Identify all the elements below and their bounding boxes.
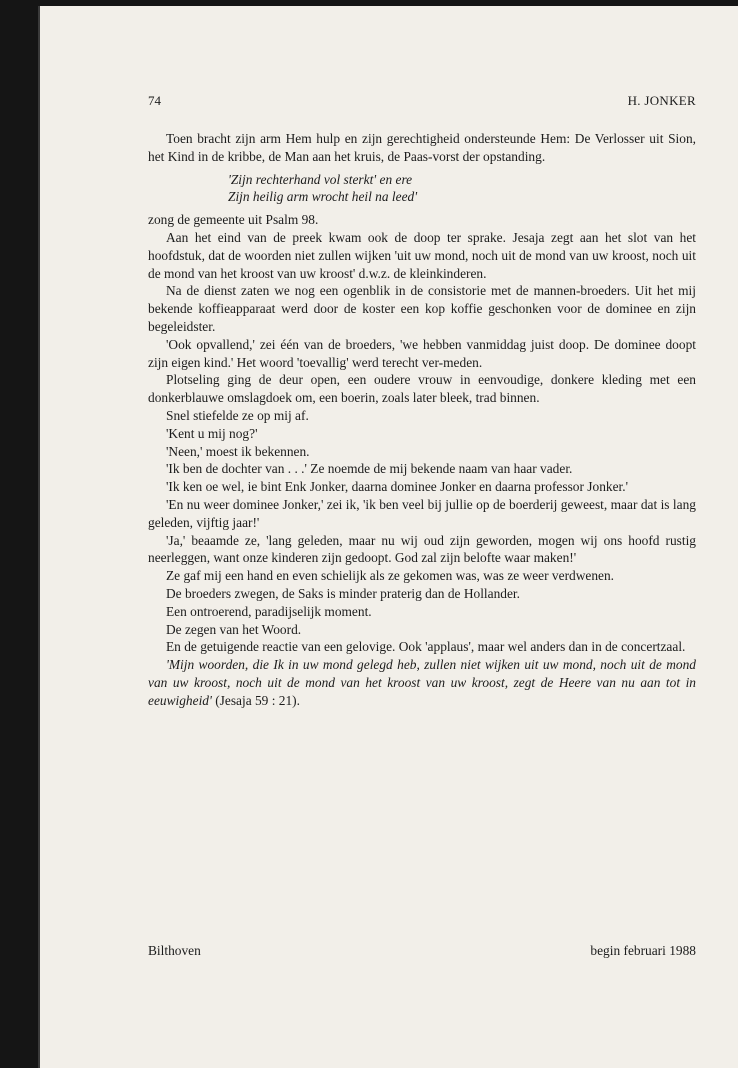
author-name: H. JONKER [627, 93, 696, 108]
paragraph: Een ontroerend, paradijselijk moment. [166, 603, 372, 619]
paragraph: 'Ja,' beaamde ze, 'lang geleden, maar nu wij oud zijn geworden, mogen wij ons hoofd rustig neerleggen, want onze kinderen zijn gedoopt. God zal zijn belofte waar maken!' [148, 532, 696, 566]
paragraph: zong de gemeente uit Psalm 98. [148, 212, 319, 228]
date: begin februari 1988 [590, 943, 696, 958]
scripture-reference: (Jesaja 59 : 21). [211, 692, 300, 708]
body-text [148, 130, 696, 710]
psalm-verse [228, 171, 696, 207]
paragraph: De broeders zwegen, de Saks is minder praterig dan de Hollander. [166, 585, 520, 601]
paragraph: 'Kent u mij nog?' [166, 425, 258, 441]
paragraph: 'Neen,' moest ik bekennen. [166, 443, 310, 459]
page-number: 74 [148, 93, 161, 108]
paragraph: 'Ik ken oe wel, ie bint Enk Jonker, daarna dominee Jonker en daarna professor Jonker.' [166, 479, 629, 495]
place: Bilthoven [148, 943, 201, 958]
paragraph: Na de dienst zaten we nog een ogenblik in de consistorie met de mannen-broeders. Uit het mij bekende koffieapparaat werd door de koster een kop koffie geschonken voor de dominee en zijn begeleidster. [148, 283, 696, 334]
paragraph: Aan het eind van de preek kwam ook de doop ter sprake. Jesaja zegt aan het slot van het hoofdstuk, dat de woorden niet zullen wijken 'uit uw mond, noch uit de mond van uw kroost, noch uit de mond van het kroost van uw kroost' d.w.z. de kleinkinderen. [148, 229, 696, 281]
paragraph: 'Ook opvallend,' zei één van de broeders, 'we hebben vanmiddag juist doop. De dominee doopt zijn eigen kind.' Het woord 'toevallig' werd terecht ver-meden. [148, 336, 696, 370]
closing-quote-paragraph [148, 656, 696, 709]
paragraph: De zegen van het Woord. [166, 621, 302, 637]
book-page [38, 6, 738, 1068]
paragraph: Ze gaf mij een hand en even schielijk als ze gekomen was, was ze weer verdwenen. [166, 568, 615, 584]
paragraph: 'Ik ben de dochter van . . .' Ze noemde de mij bekende naam van haar vader. [166, 461, 573, 477]
paragraph: En de getuigende reactie van een gelovige. Ook 'applaus', maar wel anders dan in de concertzaal. [166, 639, 686, 655]
verse-line: Zijn heilig arm wrocht heil na leed' [228, 189, 418, 205]
closing-quote: 'Mijn woorden, die Ik in uw mond gelegd heb, zullen niet wijken uit uw mond, noch uit de mond van uw kroost, noch uit de mond van het kroost van uw kroost, zegt de Heere van nu aan tot in eeuwigheid' [148, 657, 696, 708]
paragraph: Plotseling ging de deur open, een oudere vrouw in eenvoudige, donkere kleding met een donkerblauwe omslagdoek om, een boerin, zoals later bleek, trad binnen. [148, 372, 696, 406]
paragraph: 'En nu weer dominee Jonker,' zei ik, 'ik ben veel bij jullie op de boerderij geweest, maar dat is lang geleden, vijftig jaar!' [148, 496, 696, 530]
paragraph: Toen bracht zijn arm Hem hulp en zijn gerechtigheid ondersteunde Hem: De Verlosser uit Sion, het Kind in de kribbe, de Man aan het kruis, de Paas-vorst der opstanding. [148, 131, 696, 164]
verse-line: 'Zijn rechterhand vol sterkt' en ere [228, 171, 413, 187]
paragraph: Snel stiefelde ze op mij af. [166, 407, 309, 423]
